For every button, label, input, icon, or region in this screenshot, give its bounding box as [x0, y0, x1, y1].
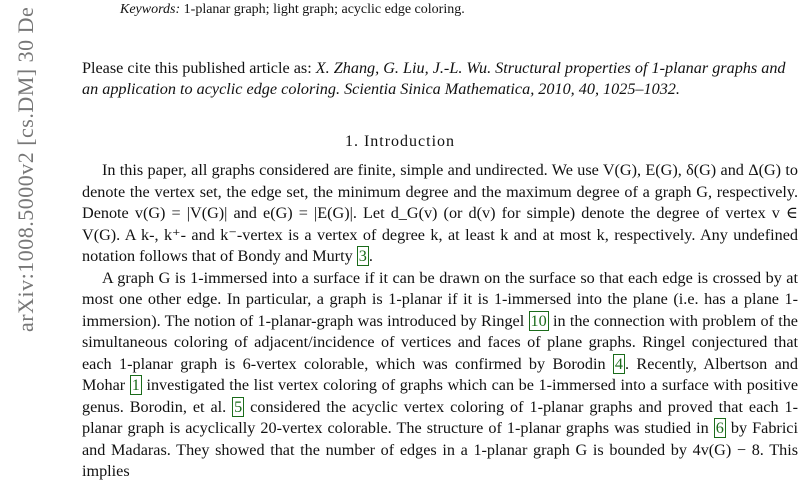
paragraph-2 — [82, 268, 798, 483]
para1-text-a: In this paper, all graphs considered are finite, simple and undirected. We use V(G), E(G), δ(G) and Δ(G) to denote the vertex set, the edge set, the minimum degree and the maximum degree of a graph G, respectively. Denote v(G) = |V(G)| and e(G) = |E(G)|. Let d_G(v) (or d(v) for simple) denote the degree of vertex v ∈ V(G). A k-, k⁺- and k⁻-vertex is a vertex of degree k, at least k and at most k, respectively. Any undefined notation follows that of Bondy and Murty — [82, 161, 798, 265]
citation-link-5[interactable]: 5 — [234, 397, 243, 416]
citation-link-3[interactable]: 3 — [358, 247, 367, 265]
citation-link-4[interactable]: 4 — [614, 354, 624, 373]
arxiv-sidebar: arXiv:1008.5000v2 [cs.DM] 30 De — [13, 6, 38, 332]
paragraph-1 — [82, 160, 798, 268]
para2-text-c: . Recently, Albertson and Mohar — [82, 354, 798, 394]
keywords-label: Keywords: — [120, 2, 181, 17]
para2-text-e: considered the acyclic vertex coloring of 1-planar graphs and proved that each 1-planar graph is acyclically 20-vertex colorable. The structure of 1-planar graphs was studied in — [82, 397, 798, 437]
keywords-line — [120, 2, 465, 18]
para1-text-b: . — [368, 247, 373, 265]
keywords-text: 1-planar graph; light graph; acyclic edge coloring. — [180, 2, 465, 17]
section-heading: 1. Introduction — [344, 133, 456, 150]
citation-text: X. Zhang, G. Liu, J.-L. Wu. Structural properties of 1-planar graphs and an application to acyclic edge coloring. Scientia Sinica Mathematica, 2010, 40, 1025–1032. — [82, 59, 786, 98]
citation-link-1[interactable]: 1 — [131, 376, 140, 394]
citation-lead: Please cite this published article as: — [82, 59, 316, 77]
para2-text-f: by Fabrici and Madaras. They showed that the number of edges in a 1-planar graph G is bounded by 4v(G) − 8. This implies — [82, 419, 798, 480]
para2-text-b: in the connection with problem of the simultaneous coloring of adjacent/incidence of vertices and faces of plane graphs. Ringel conjectured that each 1-planar graph is 6-vertex colorable, which was confirmed by Borodin — [82, 311, 798, 373]
citation-link-10[interactable]: 10 — [530, 311, 547, 330]
para2-text-a: A graph G is 1-immersed into a surface if it can be drawn on the surface so that each edge is crossed by at most one other edge. In particular, a graph is 1-planar if it is 1-immersed into the plane (i.e. has a plane 1-immersion). The notion of 1-planar-graph was introduced by Ringel — [82, 268, 798, 330]
body-text — [82, 160, 798, 483]
citation-link-6[interactable]: 6 — [715, 419, 724, 437]
para2-text-d: investigated the list vertex coloring of graphs which can be 1-immersed into a surface with positive genus. Borodin, et al. — [82, 376, 799, 416]
citation-note — [82, 58, 794, 100]
